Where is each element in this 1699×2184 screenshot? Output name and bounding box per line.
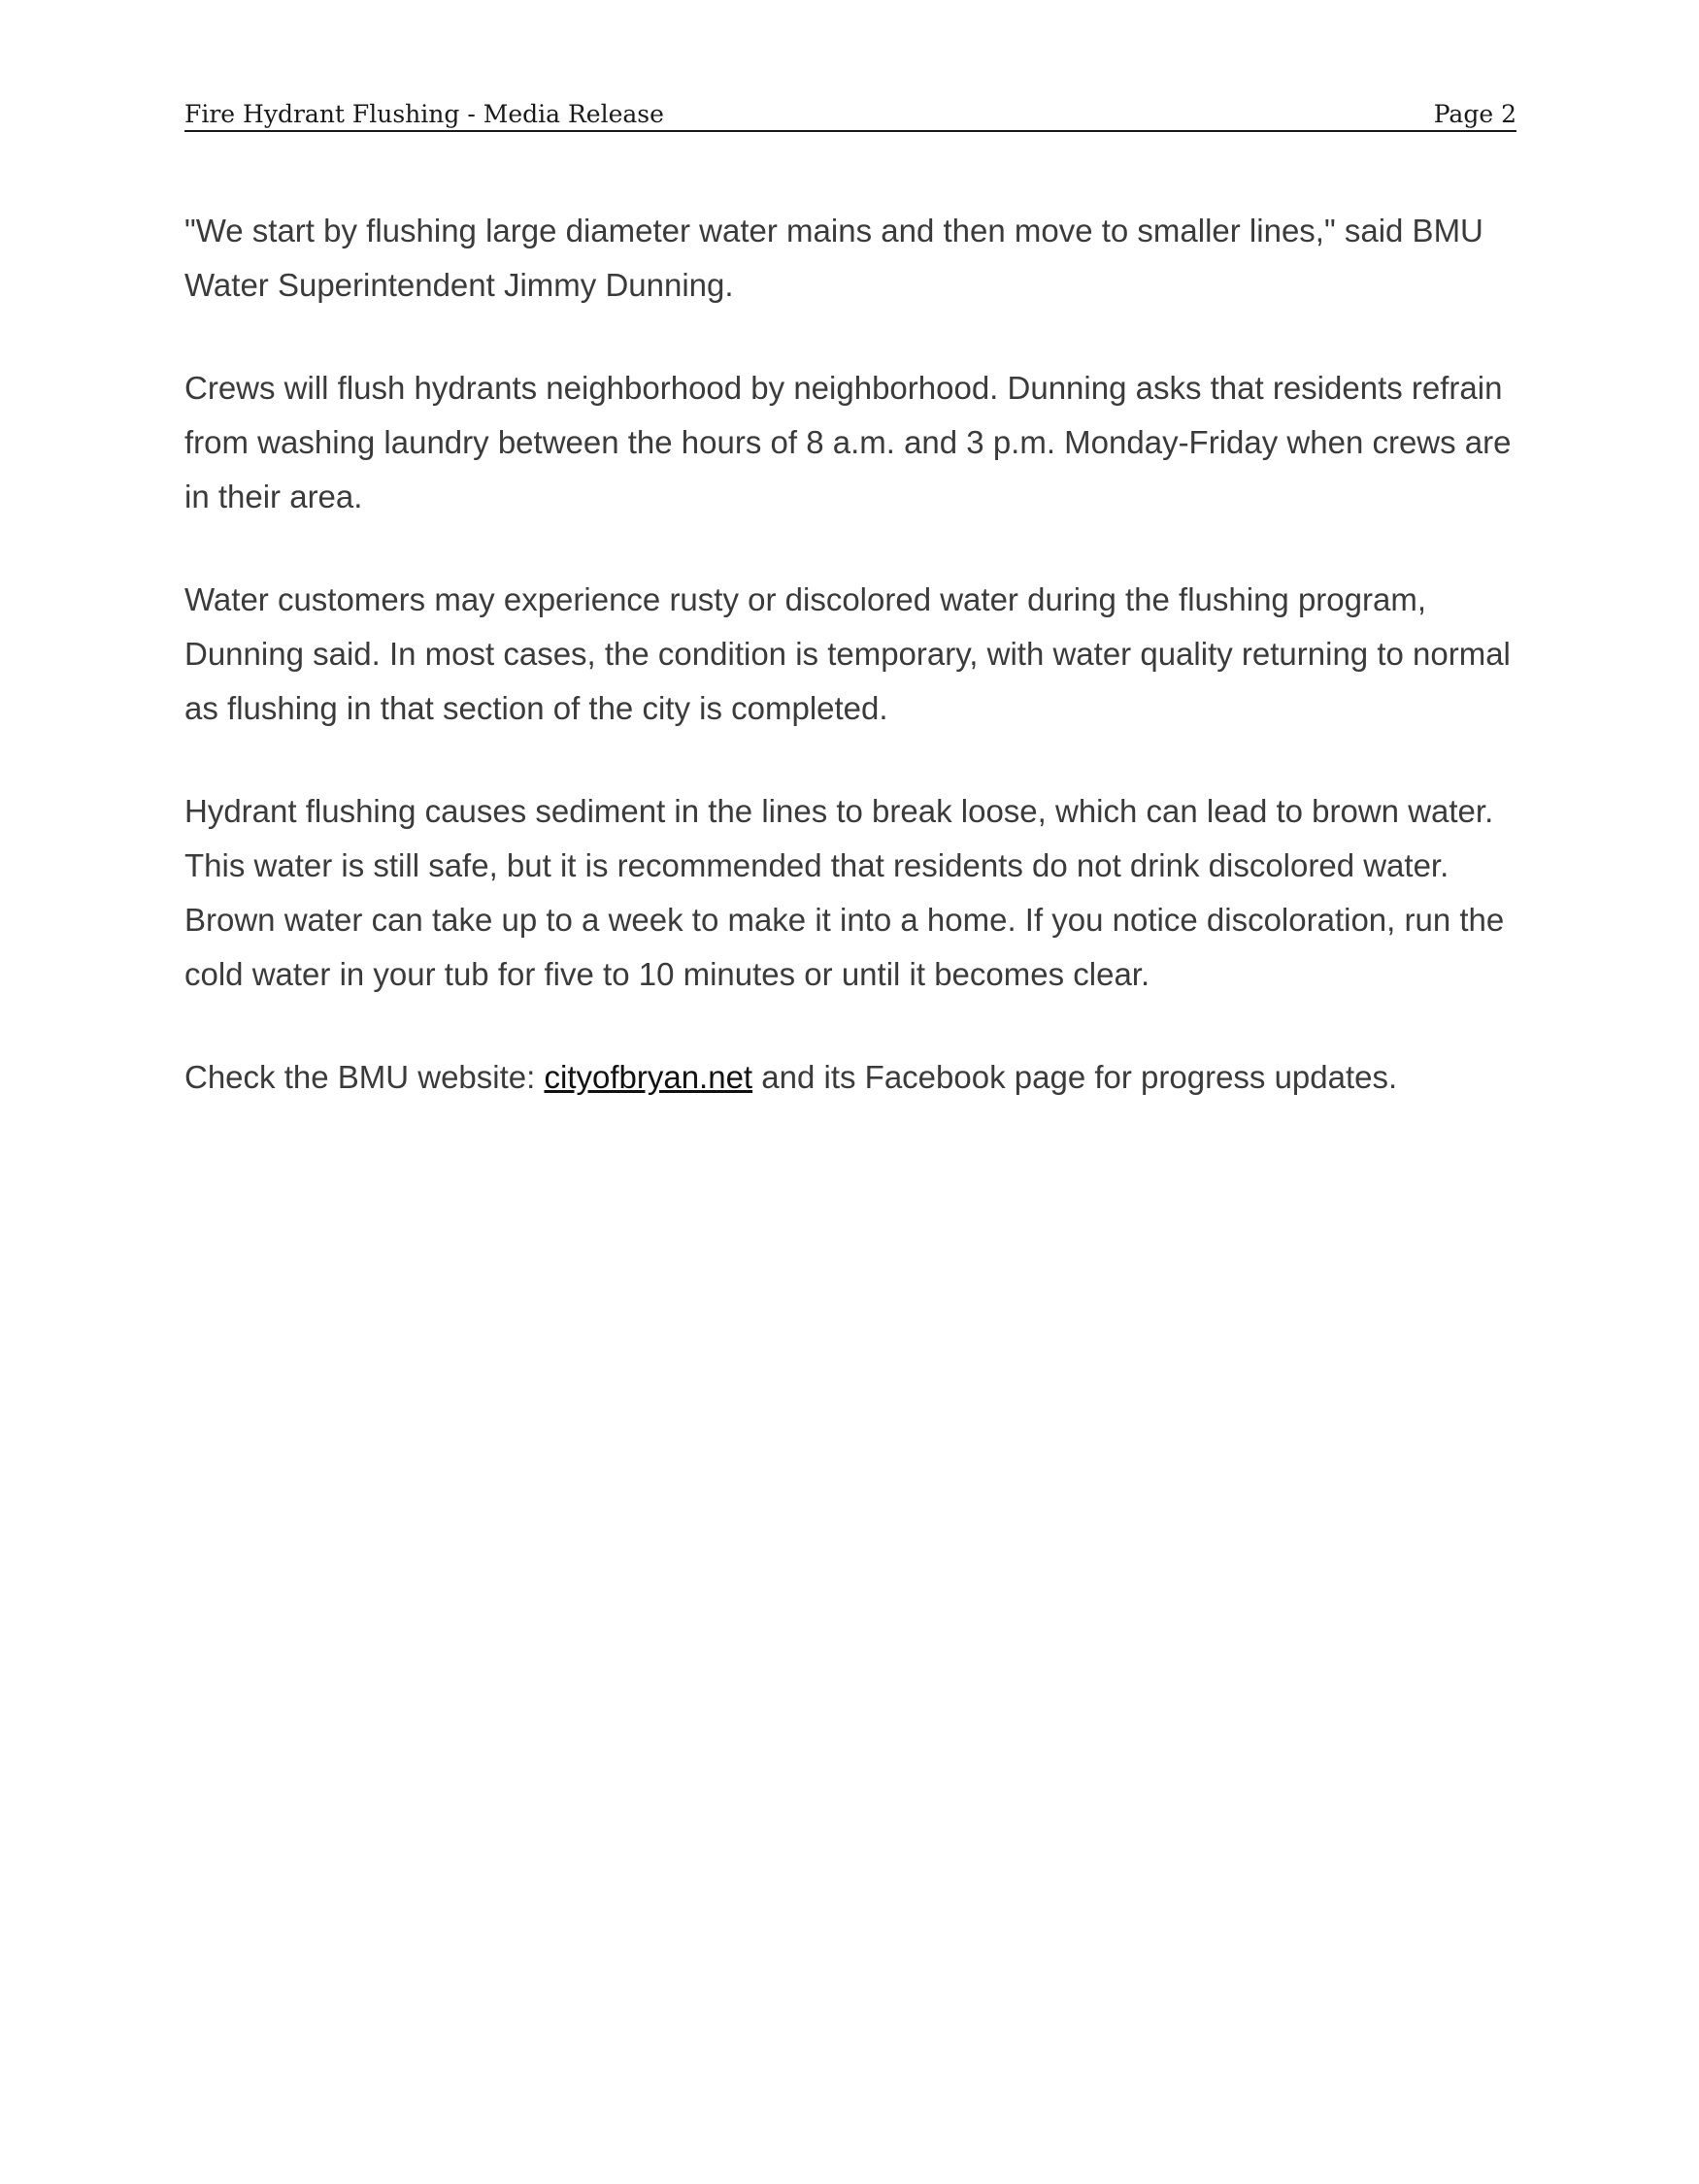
closing-text-after: and its Facebook page for progress updates. [752, 1059, 1398, 1095]
release-body [184, 204, 1524, 1153]
paragraph-water-quality: Water customers may experience rusty or discolored water during the flushing program, Dunning said. In most cases, the condition is temporary, with water quality returning to normal as flushing in that section of the city is completed. [184, 581, 1511, 726]
page-number: Page 2 [1433, 100, 1516, 128]
website-link[interactable]: cityofbryan.net [544, 1059, 753, 1095]
paragraph-closing [184, 1050, 1524, 1105]
header-title: Fire Hydrant Flushing - Media Release [184, 100, 664, 128]
paragraph-sediment: Hydrant flushing causes sediment in the lines to break loose, which can lead to brown water. This water is still safe, but it is recommended that residents do not drink discolored water. Brown water can take up to a week to make it into a home. If you notice discoloration, run the cold water in your tub for five to 10 minutes or until it becomes clear. [184, 793, 1505, 992]
closing-text-before: Check the BMU website: [184, 1059, 545, 1095]
paragraph-quote: "We start by flushing large diameter water mains and then move to smaller lines," said BMU Water Superintendent Jimmy Dunning. [184, 213, 1483, 303]
paragraph-crews: Crews will flush hydrants neighborhood by neighborhood. Dunning asks that residents refrain from washing laundry between the hours of 8 a.m. and 3 p.m. Monday-Friday when crews are in their area. [184, 370, 1512, 514]
page-header [184, 93, 1516, 132]
